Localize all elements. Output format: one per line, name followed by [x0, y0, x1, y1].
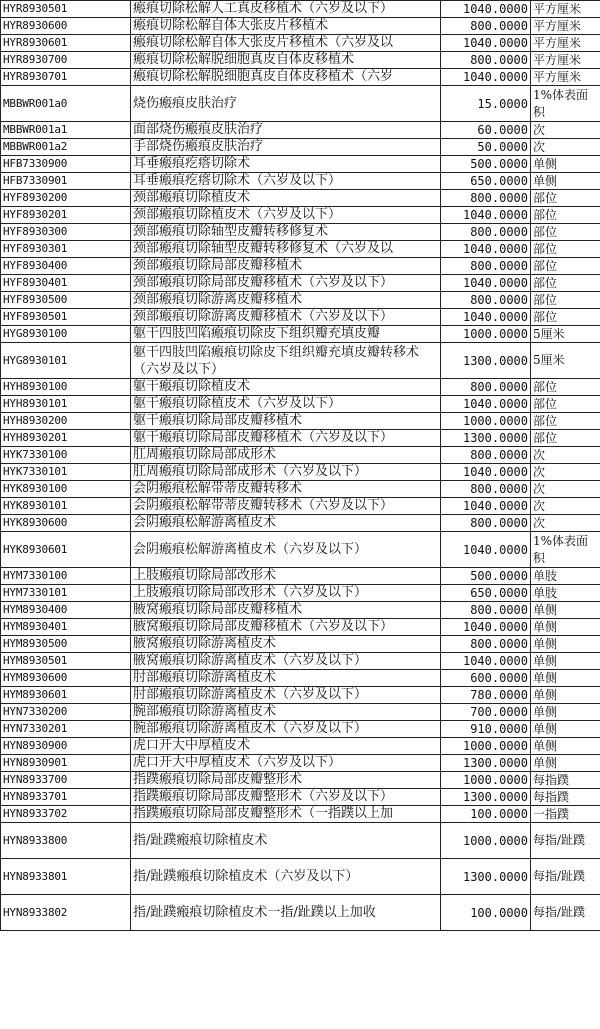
item-price-cell: 1040.0000: [441, 498, 531, 515]
item-name-cell: 颈部瘢痕切除轴型皮瓣转移修复术（六岁及以: [131, 241, 441, 258]
item-unit-cell: 部位: [531, 292, 600, 309]
item-name-cell: 指蹼瘢痕切除局部皮瓣整形术（六岁及以下）: [131, 789, 441, 806]
item-price-cell: 800.0000: [441, 292, 531, 309]
item-name-cell: 指/趾蹼瘢痕切除植皮术（六岁及以下）: [131, 859, 441, 895]
table-row: [1, 190, 600, 207]
table-row: [1, 86, 600, 122]
item-name-cell: 会阴瘢痕松解带蒂皮瓣转移术: [131, 481, 441, 498]
item-code-cell: MBBWR001a2: [1, 139, 131, 156]
item-price-cell: 15.0000: [441, 86, 531, 122]
item-code-cell: HYN7330200: [1, 704, 131, 721]
table-row: [1, 52, 600, 69]
item-name-cell: 躯干瘢痕切除植皮术: [131, 379, 441, 396]
table-row: [1, 275, 600, 292]
table-row: [1, 619, 600, 636]
table-row: [1, 326, 600, 343]
table-row: [1, 258, 600, 275]
item-code-cell: HYG8930100: [1, 326, 131, 343]
item-code-cell: HYM8930601: [1, 687, 131, 704]
table-row: [1, 687, 600, 704]
item-code-cell: HYN8933802: [1, 895, 131, 931]
table-row: [1, 755, 600, 772]
item-name-cell: 颈部瘢痕切除局部皮瓣移植术: [131, 258, 441, 275]
item-unit-cell: 单侧: [531, 721, 600, 738]
table-row: [1, 738, 600, 755]
item-unit-cell: 平方厘米: [531, 35, 600, 52]
item-price-cell: 1040.0000: [441, 464, 531, 481]
item-code-cell: HYK8930101: [1, 498, 131, 515]
table-row: [1, 207, 600, 224]
item-name-cell: 会阴瘢痕松解带蒂皮瓣转移术（六岁及以下）: [131, 498, 441, 515]
item-code-cell: HYG8930101: [1, 343, 131, 379]
item-name-cell: 腋窝瘢痕切除局部皮瓣移植术（六岁及以下）: [131, 619, 441, 636]
item-unit-cell: 部位: [531, 207, 600, 224]
item-unit-cell: 单侧: [531, 653, 600, 670]
table-row: [1, 241, 600, 258]
item-price-cell: 800.0000: [441, 481, 531, 498]
item-code-cell: HYF8930401: [1, 275, 131, 292]
item-code-cell: HYH8930100: [1, 379, 131, 396]
item-price-cell: 1040.0000: [441, 207, 531, 224]
item-price-cell: 1000.0000: [441, 326, 531, 343]
table-row: [1, 498, 600, 515]
item-price-cell: 700.0000: [441, 704, 531, 721]
item-code-cell: HFB7330901: [1, 173, 131, 190]
item-price-cell: 1040.0000: [441, 532, 531, 568]
item-unit-cell: 次: [531, 139, 600, 156]
item-name-cell: 瘢痕切除松解脱细胞真皮自体皮移植术: [131, 52, 441, 69]
item-unit-cell: 每指/趾蹼: [531, 859, 600, 895]
table-row: [1, 859, 600, 895]
table-row: [1, 481, 600, 498]
item-unit-cell: 部位: [531, 275, 600, 292]
item-unit-cell: 单侧: [531, 636, 600, 653]
item-price-cell: 50.0000: [441, 139, 531, 156]
item-unit-cell: 部位: [531, 430, 600, 447]
item-unit-cell: 单侧: [531, 755, 600, 772]
item-code-cell: HYF8930400: [1, 258, 131, 275]
table-row: [1, 309, 600, 326]
item-name-cell: 手部烧伤瘢痕皮肤治疗: [131, 139, 441, 156]
item-name-cell: 躯干瘢痕切除局部皮瓣移植术: [131, 413, 441, 430]
item-price-cell: 800.0000: [441, 18, 531, 35]
item-code-cell: HYM7330101: [1, 585, 131, 602]
item-price-cell: 800.0000: [441, 447, 531, 464]
item-code-cell: HYR8930601: [1, 35, 131, 52]
item-unit-cell: 部位: [531, 224, 600, 241]
item-code-cell: HYK8930100: [1, 481, 131, 498]
table-row: [1, 704, 600, 721]
item-price-cell: 800.0000: [441, 602, 531, 619]
item-code-cell: HYM8930600: [1, 670, 131, 687]
item-price-cell: 100.0000: [441, 895, 531, 931]
item-unit-cell: 部位: [531, 190, 600, 207]
item-unit-cell: 次: [531, 464, 600, 481]
item-price-cell: 800.0000: [441, 515, 531, 532]
item-code-cell: HYH8930201: [1, 430, 131, 447]
item-price-cell: 100.0000: [441, 806, 531, 823]
item-unit-cell: 一指蹼: [531, 806, 600, 823]
item-name-cell: 指蹼瘢痕切除局部皮瓣整形术: [131, 772, 441, 789]
item-unit-cell: 单侧: [531, 738, 600, 755]
table-row: [1, 653, 600, 670]
item-unit-cell: 部位: [531, 241, 600, 258]
table-row: [1, 69, 600, 86]
item-name-cell: 会阴瘢痕松解游离植皮术: [131, 515, 441, 532]
item-name-cell: 虎口开大中厚植皮术（六岁及以下）: [131, 755, 441, 772]
table-row: [1, 532, 600, 568]
item-unit-cell: 单肢: [531, 568, 600, 585]
item-price-cell: 800.0000: [441, 190, 531, 207]
table-row: [1, 35, 600, 52]
item-price-cell: 500.0000: [441, 156, 531, 173]
item-code-cell: HYN8933801: [1, 859, 131, 895]
item-price-cell: 1000.0000: [441, 738, 531, 755]
item-name-cell: 肛周瘢痕切除局部成形术: [131, 447, 441, 464]
item-code-cell: HYN8933800: [1, 823, 131, 859]
table-row: [1, 396, 600, 413]
item-name-cell: 腋窝瘢痕切除游离植皮术: [131, 636, 441, 653]
item-unit-cell: 5厘米: [531, 343, 600, 379]
table-row: [1, 789, 600, 806]
item-price-cell: 600.0000: [441, 670, 531, 687]
table-row: [1, 806, 600, 823]
item-unit-cell: 平方厘米: [531, 69, 600, 86]
table-row: [1, 139, 600, 156]
item-unit-cell: 次: [531, 498, 600, 515]
item-code-cell: MBBWR001a0: [1, 86, 131, 122]
item-name-cell: 颈部瘢痕切除植皮术（六岁及以下）: [131, 207, 441, 224]
item-code-cell: HYM7330100: [1, 568, 131, 585]
item-unit-cell: 单侧: [531, 156, 600, 173]
item-price-cell: 1300.0000: [441, 343, 531, 379]
item-name-cell: 烧伤瘢痕皮肤治疗: [131, 86, 441, 122]
item-unit-cell: 次: [531, 447, 600, 464]
item-unit-cell: 每指蹼: [531, 789, 600, 806]
table-row: [1, 156, 600, 173]
item-name-cell: 面部烧伤瘢痕皮肤治疗: [131, 122, 441, 139]
item-code-cell: HYN8933702: [1, 806, 131, 823]
item-name-cell: 瘢痕切除松解自体大张皮片移植术（六岁及以: [131, 35, 441, 52]
table-row: [1, 413, 600, 430]
item-unit-cell: 部位: [531, 413, 600, 430]
item-unit-cell: 平方厘米: [531, 52, 600, 69]
item-name-cell: 会阴瘢痕松解游离植皮术（六岁及以下）: [131, 532, 441, 568]
table-row: [1, 343, 600, 379]
table-row: [1, 430, 600, 447]
item-code-cell: HYF8930500: [1, 292, 131, 309]
item-price-cell: 780.0000: [441, 687, 531, 704]
item-unit-cell: 部位: [531, 258, 600, 275]
item-price-cell: 800.0000: [441, 258, 531, 275]
item-name-cell: 虎口开大中厚植皮术: [131, 738, 441, 755]
item-price-cell: 910.0000: [441, 721, 531, 738]
item-name-cell: 指蹼瘢痕切除局部皮瓣整形术（一指蹼以上加: [131, 806, 441, 823]
item-name-cell: 颈部瘢痕切除轴型皮瓣转移修复术: [131, 224, 441, 241]
table-row: [1, 670, 600, 687]
item-code-cell: HYN8930900: [1, 738, 131, 755]
table-row: [1, 636, 600, 653]
item-name-cell: 上肢瘢痕切除局部改形术: [131, 568, 441, 585]
table-row: [1, 224, 600, 241]
item-price-cell: 1300.0000: [441, 755, 531, 772]
table-row: [1, 515, 600, 532]
item-name-cell: 腋窝瘢痕切除游离植皮术（六岁及以下）: [131, 653, 441, 670]
item-code-cell: HYM8930501: [1, 653, 131, 670]
item-price-cell: 650.0000: [441, 585, 531, 602]
item-code-cell: HYK8930600: [1, 515, 131, 532]
item-price-cell: 1040.0000: [441, 241, 531, 258]
item-price-cell: 60.0000: [441, 122, 531, 139]
item-price-cell: 1040.0000: [441, 69, 531, 86]
item-price-cell: 1040.0000: [441, 653, 531, 670]
item-code-cell: MBBWR001a1: [1, 122, 131, 139]
item-name-cell: 耳垂瘢痕疙瘩切除术（六岁及以下）: [131, 173, 441, 190]
table-row: [1, 18, 600, 35]
item-name-cell: 躯干四肢凹陷瘢痕切除皮下组织瓣充填皮瓣: [131, 326, 441, 343]
item-price-cell: 500.0000: [441, 568, 531, 585]
table-row: [1, 379, 600, 396]
item-unit-cell: 次: [531, 481, 600, 498]
item-unit-cell: 单肢: [531, 585, 600, 602]
item-name-cell: 肘部瘢痕切除游离植皮术（六岁及以下）: [131, 687, 441, 704]
item-code-cell: HYH8930200: [1, 413, 131, 430]
table-row: [1, 292, 600, 309]
item-price-cell: 1300.0000: [441, 859, 531, 895]
item-code-cell: HYR8930700: [1, 52, 131, 69]
table-body: [1, 1, 600, 931]
item-unit-cell: 单侧: [531, 602, 600, 619]
table-row: [1, 464, 600, 481]
item-unit-cell: 每指/趾蹼: [531, 823, 600, 859]
item-code-cell: HYF8930501: [1, 309, 131, 326]
item-price-cell: 1300.0000: [441, 430, 531, 447]
item-name-cell: 肛周瘢痕切除局部成形术（六岁及以下）: [131, 464, 441, 481]
item-name-cell: 腕部瘢痕切除游离植皮术（六岁及以下）: [131, 721, 441, 738]
item-code-cell: HYK8930601: [1, 532, 131, 568]
item-price-cell: 1000.0000: [441, 413, 531, 430]
item-code-cell: HYF8930200: [1, 190, 131, 207]
table-row: [1, 1, 600, 18]
table-row: [1, 602, 600, 619]
item-unit-cell: 次: [531, 515, 600, 532]
item-unit-cell: 次: [531, 122, 600, 139]
item-code-cell: HYR8930701: [1, 69, 131, 86]
item-code-cell: HYK7330101: [1, 464, 131, 481]
item-name-cell: 颈部瘢痕切除游离皮瓣移植术: [131, 292, 441, 309]
item-code-cell: HYK7330100: [1, 447, 131, 464]
item-unit-cell: 1%体表面积: [531, 86, 600, 122]
item-price-cell: 1000.0000: [441, 823, 531, 859]
item-unit-cell: 部位: [531, 396, 600, 413]
item-name-cell: 躯干四肢凹陷瘢痕切除皮下组织瓣充填皮瓣转移术（六岁及以下）: [131, 343, 441, 379]
table-row: [1, 173, 600, 190]
item-unit-cell: 平方厘米: [531, 1, 600, 18]
item-name-cell: 腕部瘢痕切除游离植皮术: [131, 704, 441, 721]
table-row: [1, 823, 600, 859]
item-name-cell: 颈部瘢痕切除植皮术: [131, 190, 441, 207]
item-unit-cell: 单侧: [531, 704, 600, 721]
item-unit-cell: 1%体表面积: [531, 532, 600, 568]
item-price-cell: 650.0000: [441, 173, 531, 190]
item-code-cell: HFB7330900: [1, 156, 131, 173]
item-name-cell: 躯干瘢痕切除局部皮瓣移植术（六岁及以下）: [131, 430, 441, 447]
table-row: [1, 122, 600, 139]
item-code-cell: HYF8930201: [1, 207, 131, 224]
item-code-cell: HYN7330201: [1, 721, 131, 738]
item-price-cell: 1040.0000: [441, 35, 531, 52]
table-row: [1, 585, 600, 602]
item-code-cell: HYF8930300: [1, 224, 131, 241]
item-code-cell: HYR8930501: [1, 1, 131, 18]
item-name-cell: 躯干瘢痕切除植皮术（六岁及以下）: [131, 396, 441, 413]
item-code-cell: HYF8930301: [1, 241, 131, 258]
item-price-cell: 800.0000: [441, 224, 531, 241]
item-name-cell: 颈部瘢痕切除局部皮瓣移植术（六岁及以下）: [131, 275, 441, 292]
item-price-cell: 1040.0000: [441, 619, 531, 636]
item-name-cell: 上肢瘢痕切除局部改形术（六岁及以下）: [131, 585, 441, 602]
item-code-cell: HYN8933701: [1, 789, 131, 806]
item-price-cell: 1000.0000: [441, 772, 531, 789]
item-price-cell: 800.0000: [441, 379, 531, 396]
table-row: [1, 895, 600, 931]
item-name-cell: 腋窝瘢痕切除局部皮瓣移植术: [131, 602, 441, 619]
item-unit-cell: 单侧: [531, 619, 600, 636]
item-unit-cell: 部位: [531, 379, 600, 396]
item-unit-cell: 5厘米: [531, 326, 600, 343]
item-code-cell: HYR8930600: [1, 18, 131, 35]
item-name-cell: 颈部瘢痕切除游离皮瓣移植术（六岁及以下）: [131, 309, 441, 326]
item-name-cell: 瘢痕切除松解自体大张皮片移植术: [131, 18, 441, 35]
item-name-cell: 瘢痕切除松解脱细胞真皮自体皮移植术（六岁: [131, 69, 441, 86]
item-price-cell: 1300.0000: [441, 789, 531, 806]
table-row: [1, 568, 600, 585]
item-name-cell: 指/趾蹼瘢痕切除植皮术: [131, 823, 441, 859]
item-code-cell: HYN8930901: [1, 755, 131, 772]
item-code-cell: HYM8930400: [1, 602, 131, 619]
item-unit-cell: 单侧: [531, 670, 600, 687]
item-price-cell: 800.0000: [441, 636, 531, 653]
item-unit-cell: 平方厘米: [531, 18, 600, 35]
item-code-cell: HYM8930401: [1, 619, 131, 636]
item-code-cell: HYH8930101: [1, 396, 131, 413]
table-row: [1, 772, 600, 789]
item-name-cell: 耳垂瘢痕疙瘩切除术: [131, 156, 441, 173]
table-row: [1, 721, 600, 738]
item-code-cell: HYM8930500: [1, 636, 131, 653]
item-code-cell: HYN8933700: [1, 772, 131, 789]
item-unit-cell: 单侧: [531, 173, 600, 190]
item-price-cell: 1040.0000: [441, 309, 531, 326]
item-price-cell: 1040.0000: [441, 275, 531, 292]
item-unit-cell: 部位: [531, 309, 600, 326]
item-name-cell: 瘢痕切除松解人工真皮移植术（六岁及以下）: [131, 1, 441, 18]
item-unit-cell: 每指/趾蹼: [531, 895, 600, 931]
item-price-cell: 800.0000: [441, 52, 531, 69]
item-unit-cell: 单侧: [531, 687, 600, 704]
item-price-cell: 1040.0000: [441, 1, 531, 18]
item-name-cell: 指/趾蹼瘢痕切除植皮术一指/趾蹼以上加收: [131, 895, 441, 931]
item-price-cell: 1040.0000: [441, 396, 531, 413]
item-unit-cell: 每指蹼: [531, 772, 600, 789]
table-row: [1, 447, 600, 464]
item-name-cell: 肘部瘢痕切除游离植皮术: [131, 670, 441, 687]
